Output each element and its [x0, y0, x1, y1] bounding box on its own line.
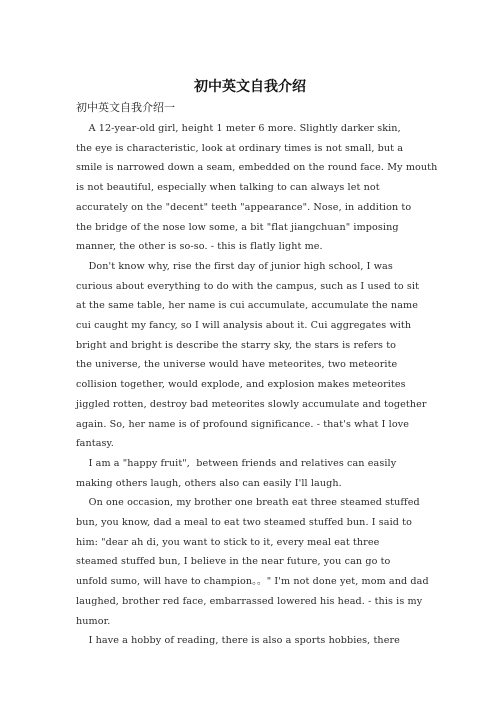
text-line: I am a "happy fruit", between friends and relatives can easily — [76, 457, 397, 469]
text-line: again. So, her name is of profound significance. - that's what I love — [76, 418, 410, 430]
paragraph — [76, 119, 438, 257]
text-line: humor. — [76, 615, 111, 627]
text-line: cui caught my fancy, so I will analysis about it. Cui aggregates with — [76, 320, 412, 332]
text-line: Don't know why, rise the first day of junior high school, I was — [76, 260, 393, 272]
text-line: curious about everything to do with the campus, such as I used to sit — [76, 280, 420, 292]
text-line: unfold sumo, will have to champion。。" I'm not done yet, mom and dad — [76, 576, 429, 588]
text-line: fantasy. — [76, 438, 114, 450]
text-line: On one occasion, my brother one breath eat three steamed stuffed — [76, 497, 420, 509]
text-line: A 12-year-old girl, height 1 meter 6 more. Slightly darker skin, — [76, 123, 401, 134]
section-heading: 初中英文自我介绍一 — [76, 101, 175, 114]
text-line: manner, the other is so-so. - this is flatly light me. — [76, 241, 323, 253]
text-line: is not beautiful, especially when talking to can always let not — [76, 182, 380, 194]
text-line: smile is narrowed down a seam, embedded on the round face. My mouth — [76, 162, 438, 174]
text-line: accurately on the "decent" teeth "appearance". Nose, in addition to — [76, 201, 412, 213]
text-line: making others laugh, others also can easily I'll laugh. — [76, 477, 342, 489]
text-line: him: "dear ah di, you want to stick to it, every meal eat three — [76, 536, 380, 548]
document-body — [76, 119, 438, 651]
text-line: at the same table, her name is cui accumulate, accumulate the name — [76, 300, 419, 312]
paragraph — [76, 454, 428, 493]
text-line: laughed, brother red face, embarrassed lowered his head. - this is my — [76, 595, 423, 607]
text-line: collision together, would explode, and explosion makes meteorites — [76, 379, 406, 391]
text-line: bun, you know, dad a meal to eat two steamed stuffed bun. I said to — [76, 517, 413, 529]
text-line: the eye is characteristic, look at ordinary times is not small, but a — [76, 142, 404, 154]
text-line: the bridge of the nose low some, a bit "flat jiangchuan" imposing — [76, 221, 399, 233]
paragraph — [76, 493, 428, 631]
paragraph — [76, 631, 428, 651]
text-line: I have a hobby of reading, there is also a sports hobbies, there — [76, 635, 400, 647]
text-line: jiggled rotten, destroy bad meteorites slowly accumulate and together — [76, 398, 427, 410]
paragraph — [76, 257, 428, 454]
text-line: bright and bright is describe the starry sky, the stars is refers to — [76, 339, 397, 351]
text-line: steamed stuffed bun, I believe in the near future, you can go to — [76, 556, 391, 568]
text-line: the universe, the universe would have meteorites, two meteorite — [76, 359, 398, 371]
document-title: 初中英文自我介绍 — [194, 79, 306, 95]
